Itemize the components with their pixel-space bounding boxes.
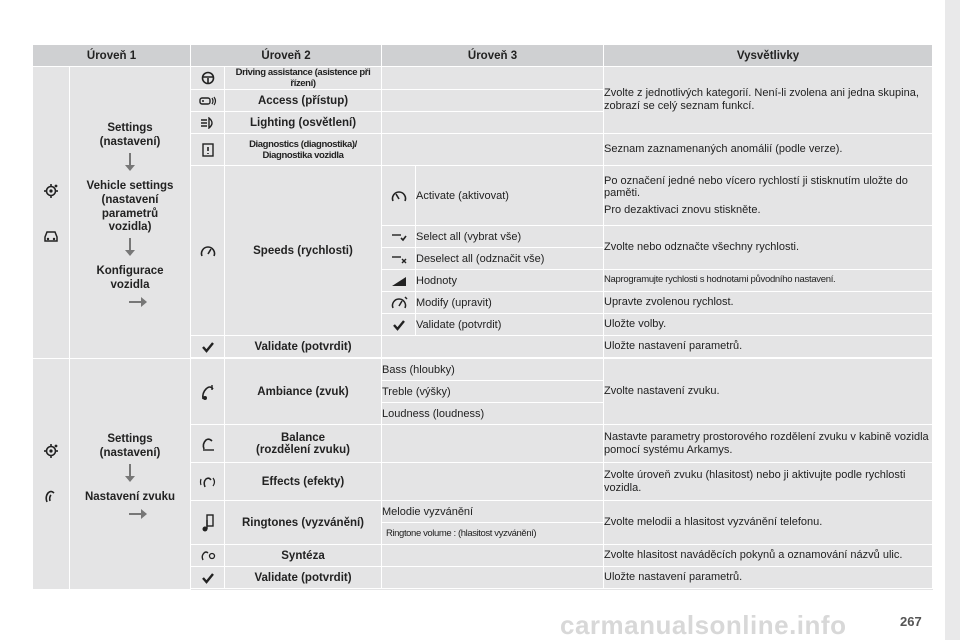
section1-level1 <box>70 67 191 359</box>
headlight-icon <box>200 117 216 129</box>
melody-label: Melodie vyzvánění <box>382 501 604 523</box>
bass-label: Bass (hloubky) <box>382 359 604 381</box>
effects-desc: Zvolte úroveň zvuku (hlasitost) nebo ji aktivujte podle rychlosti vozidla. <box>604 463 933 501</box>
settings-label-line2: (nastavení) <box>99 447 161 460</box>
balance-icon <box>200 436 216 452</box>
checkmark-icon <box>202 572 214 584</box>
activate-label: Activate (aktivovat) <box>416 166 604 226</box>
header-level3: Úroveň 3 <box>382 45 604 67</box>
activate-speed-icon <box>391 189 407 203</box>
ringtones-label: Ringtones (vyzvánění) <box>225 501 382 545</box>
sound-icon <box>44 489 58 505</box>
checkmark-icon <box>202 341 214 353</box>
deselect-all-icon <box>391 254 407 264</box>
effects-label: Effects (efekty) <box>225 463 382 501</box>
watermark: carmanualsonline.info <box>560 610 847 640</box>
sound-settings-label: Nastavení zvuku <box>84 490 176 503</box>
settings-label-line1: Settings <box>107 122 153 135</box>
ambiance-icon <box>201 383 215 401</box>
category-desc: Zvolte z jednotlivých kategorií. Není-li zvolena ani jedna skupina, zobrazí se celý seznam funkcí. <box>604 67 933 134</box>
speedometer-icon <box>200 244 216 258</box>
page-edge-bar <box>945 0 960 640</box>
arrow-down-icon <box>129 464 131 477</box>
synthesis-desc: Zvolte hlasitost naváděcích pokynů a oznamování názvů ulic. <box>604 545 933 567</box>
diagnostics-icon <box>202 143 214 157</box>
balance-label-line2: (rozdělení zvuku) <box>256 443 350 456</box>
values-label: Hodnoty <box>416 270 604 292</box>
validate-sound-desc: Uložte nastavení parametrů. <box>604 567 933 589</box>
car-icon <box>43 229 59 243</box>
driving-assistance-label: Driving assistance (asistence při řízení) <box>225 67 382 90</box>
values-bars-icon <box>391 275 407 287</box>
steering-wheel-icon <box>201 71 215 85</box>
configure-line1: Konfigurace <box>96 265 164 278</box>
diagnostics-desc: Seznam zaznamenaných anomálií (podle verze). <box>604 134 933 166</box>
vehicle-settings-line4: vozidla) <box>108 221 152 234</box>
settings-label-line2: (nastavení) <box>99 136 161 149</box>
access-label: Access (přístup) <box>225 90 382 112</box>
select-all-icon <box>391 232 407 242</box>
header-level2: Úroveň 2 <box>191 45 382 67</box>
ringtone-icon <box>201 514 215 532</box>
settings-label-line1: Settings <box>107 433 153 446</box>
key-remote-icon <box>199 95 217 107</box>
steering-wheel-icon-cell <box>191 67 225 90</box>
values-desc: Naprogramujte rychlosti s hodnotami původního nastavení. <box>604 270 933 292</box>
ambiance-desc: Zvolte nastavení zvuku. <box>604 359 933 425</box>
balance-label-line1: Balance <box>280 431 326 444</box>
arrow-down-icon <box>129 238 131 251</box>
validate-sound-label: Validate (potvrdit) <box>225 567 382 589</box>
modify-desc: Upravte zvolenou rychlost. <box>604 292 933 314</box>
validate-level2-label: Validate (potvrdit) <box>225 336 382 358</box>
arrow-down-icon <box>129 153 131 166</box>
configure-line2: vozidla <box>110 278 150 291</box>
vehicle-settings-line1: Vehicle settings <box>86 179 174 192</box>
settings-gear-icon <box>43 443 59 459</box>
vehicle-settings-line3: parametrů <box>101 207 159 220</box>
table-row <box>33 67 933 90</box>
speeds-label: Speeds (rychlosti) <box>225 166 382 336</box>
modify-speed-icon <box>390 296 408 310</box>
modify-label: Modify (upravit) <box>416 292 604 314</box>
section1-icons <box>33 67 70 359</box>
balance-label <box>225 425 382 463</box>
activate-desc-line1: Po označení jedné nebo vícero rychlostí ji stisknutím uložte do paměti. <box>604 174 908 200</box>
header-explanation: Vysvětlivky <box>604 45 933 67</box>
ringtones-desc: Zvolte melodii a hlasitost vyzvánění telefonu. <box>604 501 933 545</box>
synthesis-label: Syntéza <box>225 545 382 567</box>
table-row <box>33 359 933 381</box>
loudness-label: Loudness (loudness) <box>382 403 604 425</box>
validate-level3-label: Validate (potvrdit) <box>416 314 604 336</box>
balance-desc: Nastavte parametry prostorového rozdělení zvuku v kabině vozidla pomocí systému Arkamys. <box>604 425 933 463</box>
select-all-label: Select all (vybrat vše) <box>416 226 604 248</box>
ambiance-label: Ambiance (zvuk) <box>225 359 382 425</box>
settings-menu-table <box>32 44 933 590</box>
effects-icon <box>199 475 217 489</box>
ringtone-volume-label: Ringtone volume : (hlasitost vyzvánění) <box>382 523 604 545</box>
select-desc: Zvolte nebo odznačte všechny rychlosti. <box>604 226 933 270</box>
activate-desc <box>604 166 933 226</box>
activate-desc-line2: Pro dezaktivaci znovu stiskněte. <box>604 203 761 216</box>
settings-gear-icon <box>43 183 59 199</box>
treble-label: Treble (výšky) <box>382 381 604 403</box>
section2-icons <box>33 359 70 590</box>
arrow-right-icon <box>129 513 142 515</box>
section2-level1 <box>70 359 191 590</box>
diagnostics-label: Diagnostics (diagnostika)/ Diagnostika vozidla <box>225 134 382 166</box>
lighting-label: Lighting (osvětlení) <box>225 112 382 134</box>
validate-level3-desc: Uložte volby. <box>604 314 933 336</box>
header-row <box>33 45 933 67</box>
checkmark-icon <box>393 319 405 331</box>
deselect-all-label: Deselect all (odznačit vše) <box>416 248 604 270</box>
header-level1: Úroveň 1 <box>33 45 191 67</box>
voice-synthesis-icon <box>200 550 216 562</box>
page-number: 267 <box>900 614 922 629</box>
validate-level2-desc: Uložte nastavení parametrů. <box>604 336 933 358</box>
arrow-right-icon <box>129 301 142 303</box>
vehicle-settings-line2: (nastavení <box>101 193 159 206</box>
